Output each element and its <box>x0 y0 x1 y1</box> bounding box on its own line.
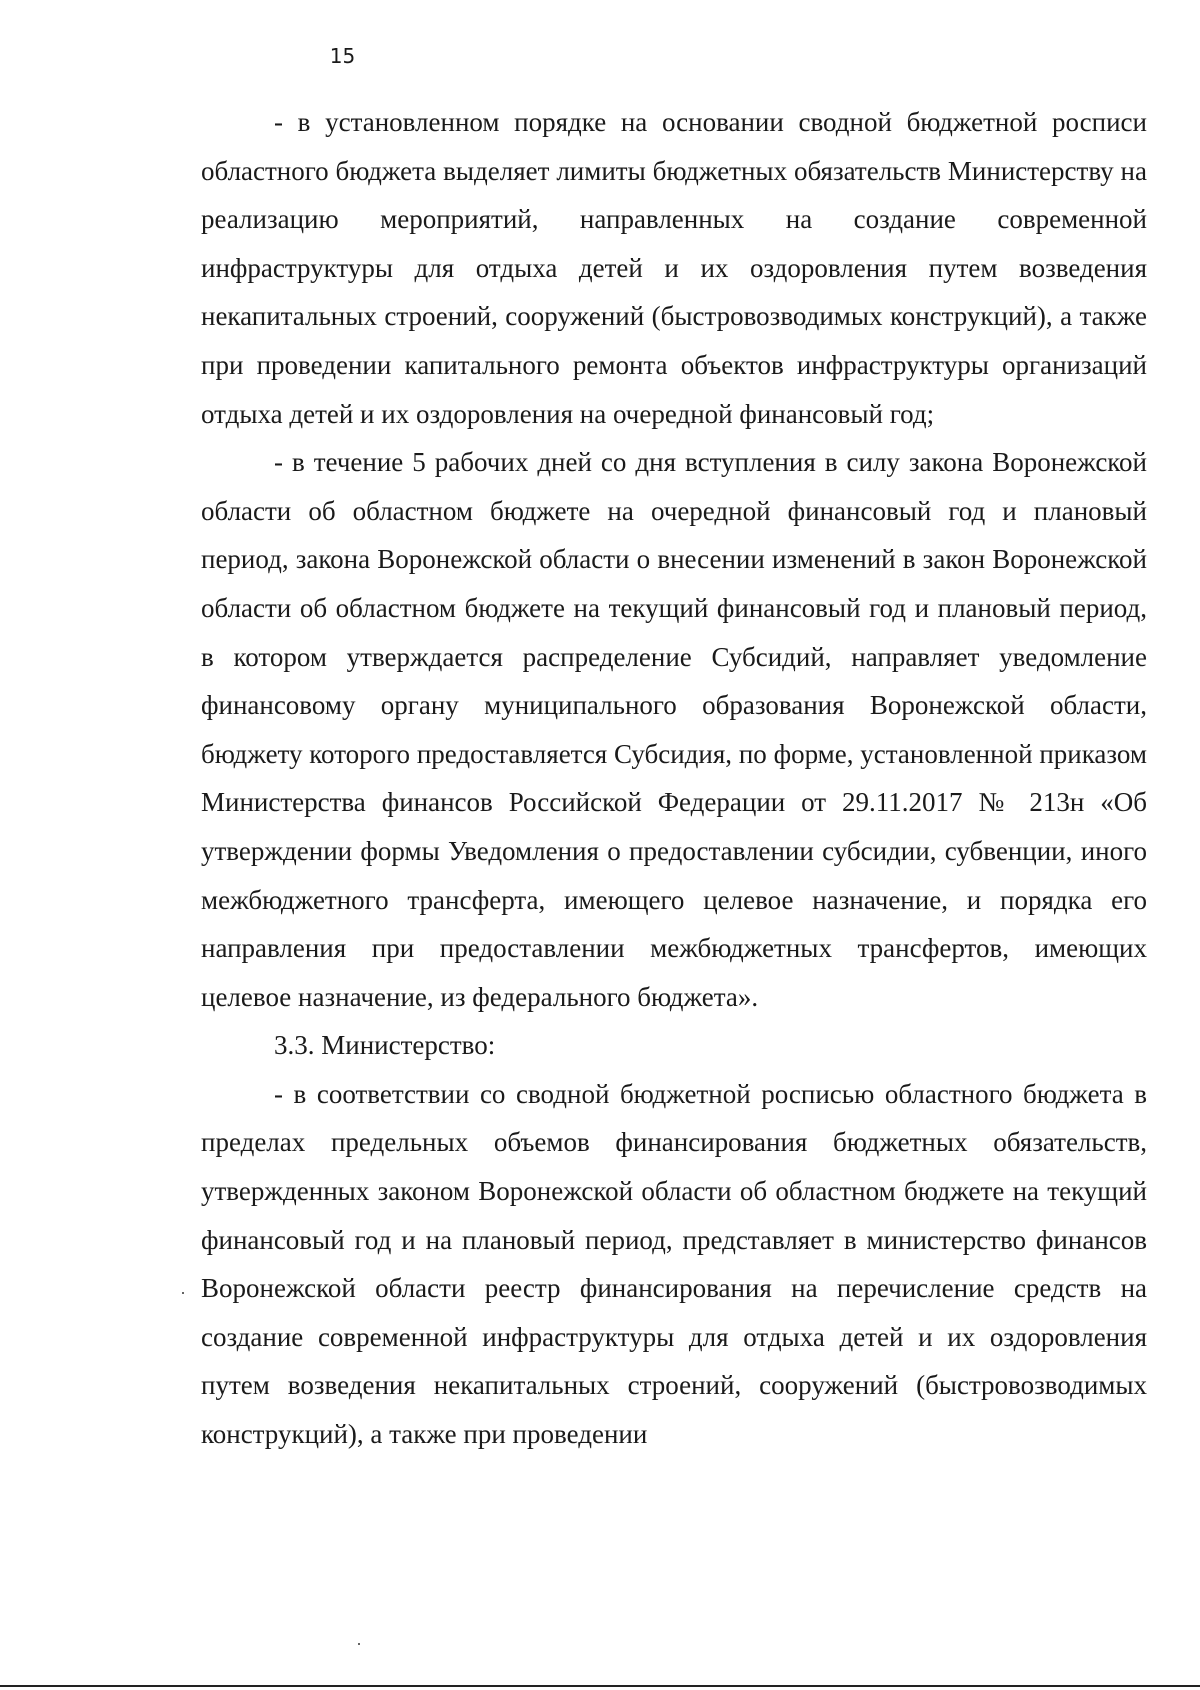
paragraph-ministry-register: - в соответствии со сводной бюджетной росписью областного бюджета в пределах предельных объемов финансирования бюджетных обязательств, утвержденных законом Воронежской области об областном бюджете на текущий финансовый год и на плановый период, представляет в министерство финансов Воронежской области реестр финансирования на перечисление средств на создание современной инфраструктуры для отдыха детей и их оздоровления путем возведения некапитальных строений, сооружений (быстровозводимых конструкций), а также при проведении <box>201 1078 1147 1450</box>
paragraph-budget-limits: - в установленном порядке на основании сводной бюджетной росписи областного бюджета выделяет лимиты бюджетных обязательств Министерству на реализацию мероприятий, направленных на создание современной инфраструктуры для отдыха детей и их оздоровления путем возведения некапитальных строений, сооружений (быстровозводимых конструкций), а также при проведении капитального ремонта объектов инфраструктуры организаций отдыха детей и их оздоровления на очередной финансовый год; <box>201 107 1147 429</box>
section-heading-ministry: 3.3. Министерство: <box>274 1030 496 1061</box>
page-bottom-edge <box>0 1685 1200 1687</box>
page-number: 15 <box>329 44 356 68</box>
scan-speck <box>182 1292 184 1294</box>
paragraph-notification: - в течение 5 рабочих дней со дня вступления в силу закона Воронежской области об областном бюджете на очередной финансовый год и плановый период, закона Воронежской области о внесении изменений в закон Воронежской области об областном бюджете на текущий финансовый год и плановый период, в котором утверждается распределение Субсидий, направляет уведомление финансовому органу муниципального образования Воронежской области, бюджету которого предоставляется Субсидия, по форме, установленной приказом Министерства финансов Российской Федерации от 29.11.2017 № 213н «Об утверждении формы Уведомления о предоставлении субсидии, субвенции, иного межбюджетного трансферта, имеющего целевое назначение, и порядка его направления при предоставлении межбюджетных трансфертов, имеющих целевое назначение, из федерального бюджета». <box>201 447 1147 1012</box>
document-body <box>201 98 1147 1459</box>
scan-speck <box>358 1643 360 1645</box>
